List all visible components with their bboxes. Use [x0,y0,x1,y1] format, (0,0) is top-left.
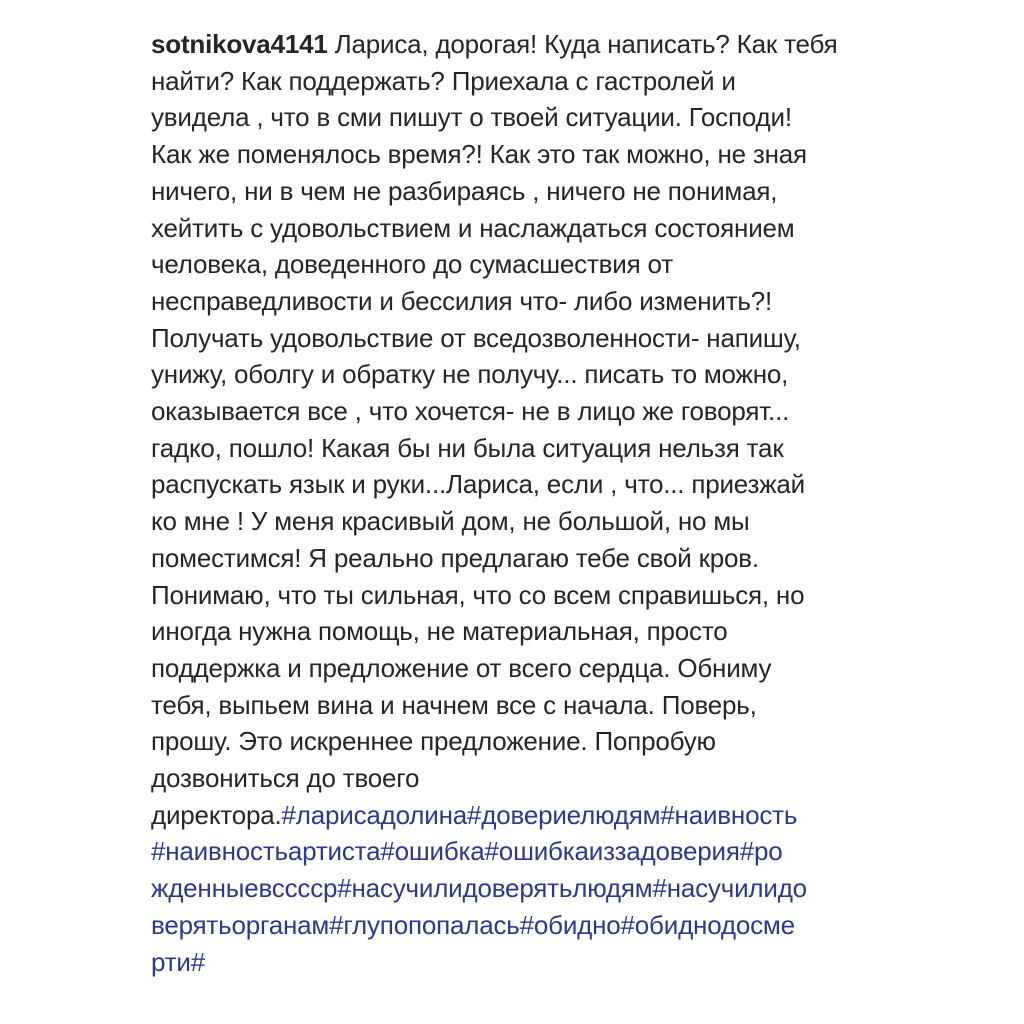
caption-line: прошу. Это искреннее предложение. Попробую [151,726,716,757]
caption-line: унижу, оболгу и обратку не получу... писать то можно, [151,359,789,390]
caption-line: ко мне ! У меня красивый дом, не большой, но мы [151,506,750,537]
caption-line: Получать удовольствие от вседозволенности- напишу, [151,322,801,353]
caption-line-last [151,797,881,834]
caption-line: поместимся! Я реально предлагаю тебе свой кров. [151,542,759,573]
hashtag-links[interactable]: #ларисадолина#довериелюдям#наивность [281,799,798,830]
caption-text: директора. [151,799,282,830]
caption-line: ничего, ни в чем не разбираясь , ничего не понимая, [151,175,778,206]
caption-line: найти? Как поддержать? Приехала с гастролей и [151,65,736,96]
caption-line: Как же поменялось время?! Как это так можно, не зная [151,139,807,170]
hashtag-line[interactable]: жденныевсссср#насучилидоверятьлюдям#насучилидо [151,873,807,904]
caption-line: иногда нужна помощь, не материальная, просто [151,616,728,647]
caption-line: гадко, пошло! Какая бы ни была ситуация нельзя так [151,432,784,463]
post-caption [151,26,881,980]
caption-line: распускать язык и руки...Лариса, если , что... приезжай [151,469,805,500]
username-link[interactable]: sotnikova4141 [151,29,328,59]
caption-line: тебя, выпьем вина и начнем все с начала. Поверь, [151,689,757,720]
hashtag-line[interactable]: рти# [151,946,205,977]
caption-line: дозвониться до твоего [151,763,420,794]
caption-text: Лариса, дорогая! Куда написать? Как тебя [327,29,838,59]
caption-line: хейтить с удовольствием и наслаждаться состоянием [151,212,795,243]
caption-line: Понимаю, что ты сильная, что со всем справишься, но [151,579,805,610]
caption-line: несправедливости и бессилия что- либо изменить?! [151,285,773,316]
hashtag-line[interactable]: верятьорганам#глупопопалась#обидно#обиднодосме [151,909,795,940]
hashtag-line[interactable]: #наивностьартиста#ошибка#ошибкаиззадоверия#ро [151,836,783,867]
caption-line: увидела , что в сми пишут о твоей ситуации. Господи! [151,102,792,133]
caption-line: человека, доведенного до сумасшествия от [151,249,673,280]
caption-line: оказывается все , что хочется- не в лицо же говорят... [151,396,790,427]
caption-line: поддержка и предложение от всего сердца. Обниму [151,652,772,683]
caption-line-1 [151,26,881,63]
